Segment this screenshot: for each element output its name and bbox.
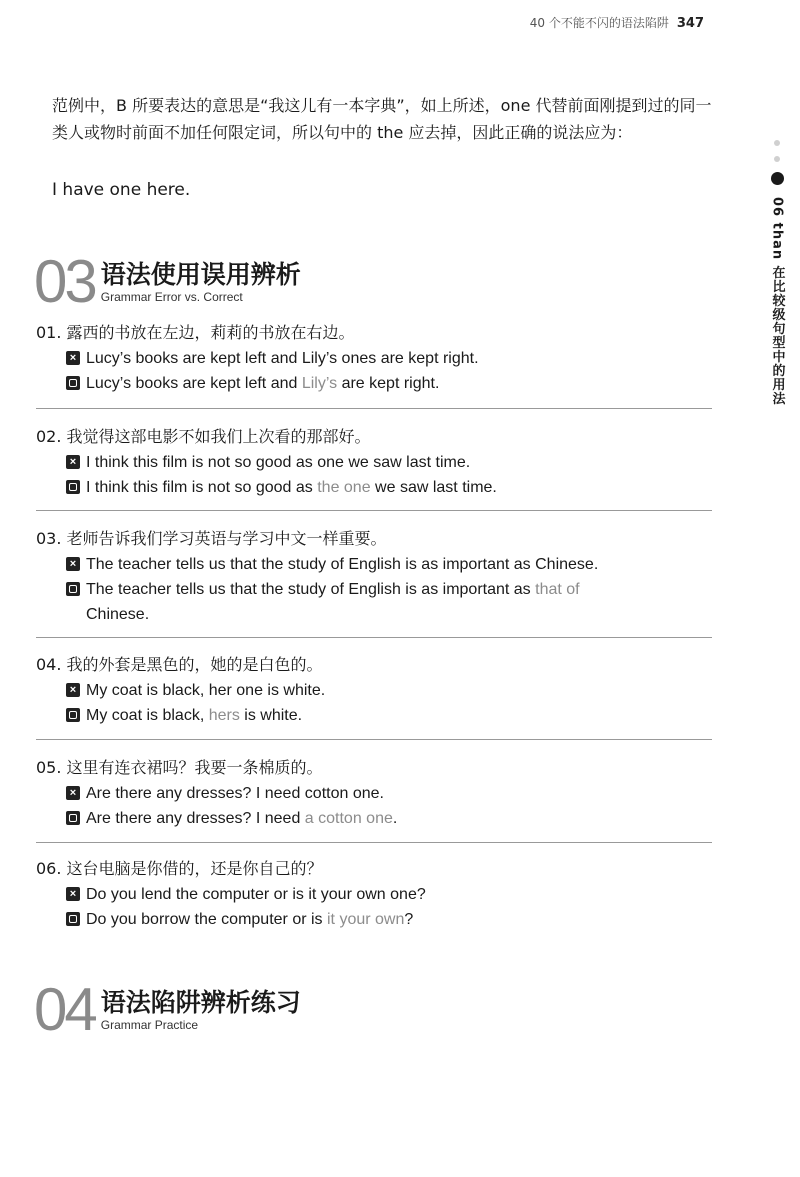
correct-sentence: The teacher tells us that the study of English is as important as that of Chinese.: [36, 577, 712, 627]
example-item-04: [36, 652, 712, 728]
sidebar-dot-light: [774, 140, 780, 146]
wrong-mark-icon: ×: [66, 786, 80, 800]
divider: [36, 510, 712, 511]
divider: [36, 408, 712, 409]
example-item-03: [36, 526, 712, 627]
wrong-mark-icon: ×: [66, 351, 80, 365]
section-03-heading: [34, 248, 301, 315]
wrong-sentence: × Are there any dresses? I need cotton one.: [36, 781, 712, 806]
divider: [36, 637, 712, 638]
sidebar-chapter-label: 06 than 在比较级句型中的用法: [769, 197, 785, 406]
correction-highlight: it your own: [327, 911, 405, 928]
correct-mark-icon: [66, 480, 80, 494]
header-title: 40 个不能不闪的语法陷阱: [529, 16, 669, 30]
correct-sentence: Do you borrow the computer or is it your own?: [36, 907, 712, 932]
item-question: 06. 这台电脑是你借的，还是你自己的？: [36, 859, 323, 878]
example-item-01: [36, 320, 712, 396]
wrong-mark-icon: ×: [66, 455, 80, 469]
correct-mark-icon: [66, 708, 80, 722]
wrong-sentence: × Do you lend the computer or is it your own one?: [36, 882, 712, 907]
item-question: 02. 我觉得这部电影不如我们上次看的那部好。: [36, 427, 371, 446]
section-04-heading: [34, 976, 301, 1043]
section-number: 04: [34, 976, 95, 1043]
example-item-06: [36, 856, 712, 932]
correction-highlight: Lily’s: [301, 375, 338, 392]
section-subtitle: Grammar Practice: [100, 1018, 199, 1032]
wrong-sentence: × The teacher tells us that the study of English is as important as Chinese.: [36, 552, 712, 577]
correct-mark-icon: [66, 582, 80, 596]
wrong-mark-icon: ×: [66, 557, 80, 571]
example-item-05: [36, 755, 712, 831]
section-title: 语法使用误用辨析: [100, 260, 301, 289]
wrong-sentence: × My coat is black, her one is white.: [36, 678, 712, 703]
sidebar-dot-active: [771, 172, 784, 185]
example-item-02: [36, 424, 712, 500]
correct-sentence: Are there any dresses? I need a cotton one.: [36, 806, 712, 831]
correction-highlight: a cotton one: [304, 810, 393, 827]
correction-highlight: that of: [535, 581, 580, 598]
chapter-sidebar: [764, 140, 790, 406]
section-number: 03: [34, 248, 95, 315]
intro-answer: I have one here.: [52, 180, 191, 200]
item-question: 03. 老师告诉我们学习英语与学习中文一样重要。: [36, 529, 387, 548]
item-question: 01. 露西的书放在左边，莉莉的书放在右边。: [36, 323, 355, 342]
correction-highlight: hers: [208, 707, 240, 724]
item-question: 05. 这里有连衣裙吗？我要一条棉质的。: [36, 758, 323, 777]
correct-mark-icon: [66, 811, 80, 825]
wrong-mark-icon: ×: [66, 683, 80, 697]
wrong-mark-icon: ×: [66, 887, 80, 901]
correct-sentence: My coat is black, hers is white.: [36, 703, 712, 728]
wrong-sentence: × I think this film is not so good as one we saw last time.: [36, 450, 712, 475]
correct-mark-icon: [66, 376, 80, 390]
section-subtitle: Grammar Error vs. Correct: [100, 290, 243, 304]
correct-sentence: I think this film is not so good as the one we saw last time.: [36, 475, 712, 500]
running-header: [530, 14, 704, 31]
item-question: 04. 我的外套是黑色的，她的是白色的。: [36, 655, 323, 674]
correct-sentence: Lucy’s books are kept left and Lily’s are kept right.: [36, 371, 712, 396]
wrong-sentence: × Lucy’s books are kept left and Lily’s ones are kept right.: [36, 346, 712, 371]
correct-mark-icon: [66, 912, 80, 926]
divider: [36, 842, 712, 843]
sidebar-dot-light: [774, 156, 780, 162]
page-number: 347: [676, 16, 704, 31]
correction-highlight: the one: [317, 479, 371, 496]
divider: [36, 739, 712, 740]
intro-paragraph: 范例中，B 所要表达的意思是“我这儿有一本字典”，如上所述，one 代替前面刚提到过的同一类人或物时前面不加任何限定词，所以句中的 the 应去掉，因此正确的说法应为：: [52, 96, 712, 142]
section-title: 语法陷阱辨析练习: [100, 988, 301, 1017]
